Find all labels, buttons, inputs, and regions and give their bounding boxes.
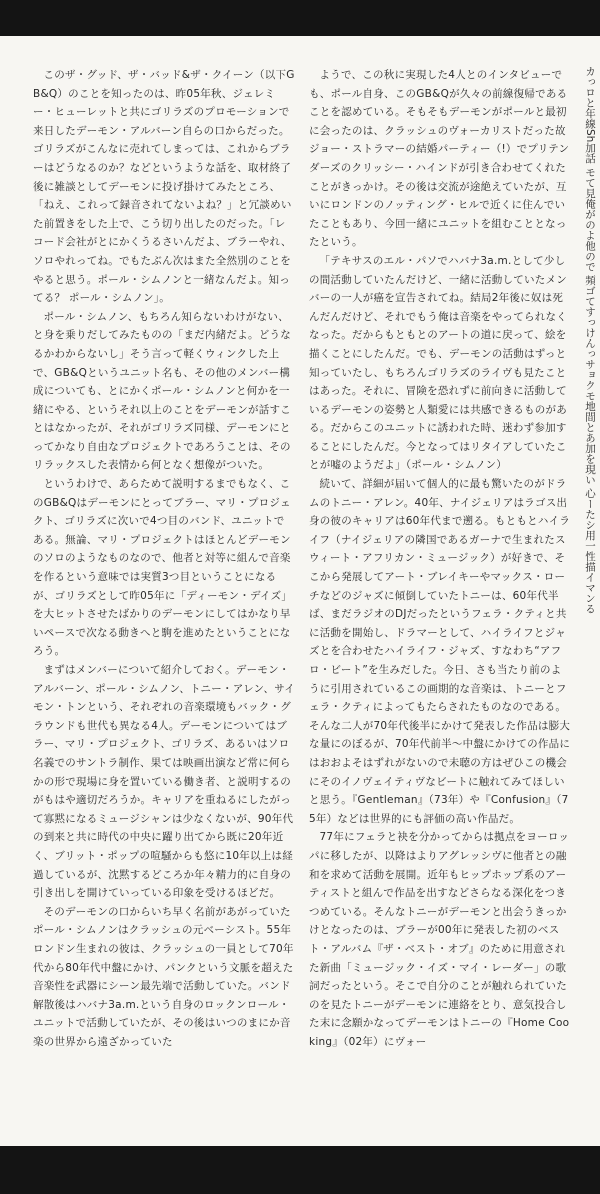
paragraph: このザ・グッド、ザ・バッド&ザ・クイーン（以下GB&Q）のことを知ったのは、昨05年秋、ジェレミー・ヒューレットと共にゴリラズのプロモーションで来日したデーモン・アルバーン自らの口からだった。ゴリラズがこんなに売れてしまっては、これからブラーはどうなるのか？などというような話を、取材終了後に雑談としてデーモンに投げ掛けてみたところ、「ねえ、これって録音されてないよね？」と冗談めいた前置きをした上で、こう切り出したのだった。「レコード会社がとにかくうるさいんだよ、ブラーやれ、ソロやれってね。でもたぶん次はまた全然別のことをやると思う。ポール・シムノンと一緒なんだよ。知ってる？ ポール・シムノン」。 xyxy=(33,69,295,305)
scan-border-top xyxy=(0,0,600,36)
paragraph: ポール・シムノン、もちろん知らないわけがない、と身を乗りだしてみたものの「まだ内緒だよ。どうなるかわからないし」そう言って軽くウィンクした上で、GB&Qというユニット名も、その他のメンバー構成についても、とにかくポール・シムノンと何かを一緒にやる、というそれ以上のことをデーモンが話すことはなかったが、それがゴリラズ同様、デーモンにとってかなり自由なプロジェクトであろうことは、そのリラックスした表情から何となく想像がついた。 xyxy=(33,310,291,472)
paragraph: 続いて、詳細が届いて個人的に最も驚いたのがドラムのトニー・アレン。40年、ナイジェリアはラゴス出身の彼のキャリアは60年代まで遡る。もともとハイライフ（ナイジェリアの隣国であるガーナで生まれたスウィート・アフリカン・ミュージック）が好きで、そこから発展してアート・ブレイキーやマックス・ローチなどのジャズに傾倒していたトニーは、60年代半ば、まだラジオのDJだったというフェラ・クティと共に活動を開始し、ドラマーとして、ハイライフとジャズとを合わせたハイライフ・ジャズ、すなわち“アフロ・ビート”を生みだした。今日、さも当たり前のように引用されているこの画期的な音楽は、トニーとフェラ・クティによってもたらされたものなのである。そんな二人が70年代後半にかけて発表した作品は膨大な量にのぼるが、70年代前半〜中盤にかけての作品にはおおよそはずれがないので未聴の方はぜひこの機会にそのイノヴェイティヴなビートに触れてみてほしいと思う。『Gentleman』（73年）や『Confusion』（75年）などは世界的にも評価の高い作品だ。 xyxy=(309,478,571,825)
paragraph: 「テキサスのエル・パソでハバナ3a.m.として少しの間活動していたんだけど、一緒に活動していたメンバーの一人が癌を宣告されてね。結局2年後に奴は死んだんだけど、それでもう俺は音楽をやってられなくなった。だからもともとのアートの道に戻って、絵を描くことにしたんだ。でも、デーモンの活動はずっと知っていたし、もちろんゴリラズのライヴも見たことはあった。それに、冒険を恐れずに前向きに活動しているデーモンの姿勢と人類愛には共感できるものがある。だからこのユニットに誘われた時、迷わず参加することにしたんだ。今となってはリタイアしていたことが嘘のようだよ」（ポール・シムノン） xyxy=(309,254,567,472)
paragraph: まずはメンバーについて紹介しておく。デーモン・アルバーン、ポール・シムノン、トニー・アレン、サイモン・トンという、それぞれの音楽環境もバック・グラウンドも世代も異なる4人。デーモンについてはブラー、マリ・プロジェクト、ゴリラズ、あるいはソロ名義でのサントラ制作、果ては映画出演など常に何らかの形で現場に身を置いている働き者、と説明するのがもはや適切だろうか。キャリアを重ねるにしたがって寡黙になるミュージシャンは少なくないが、90年代の到来と共に時代の中央に躍り出てから既に20年近く、ブリット・ポップの喧騒からも悠に10年以上は経過しているが、沈黙するどころか年々精力的に自身の引き出しを開けていっている印象を受けるほどだ。 xyxy=(33,664,295,900)
paragraph: というわけで、あらためて説明するまでもなく、このGB&Qはデーモンにとってブラー、マリ・プロジェクト、ゴリラズに次いで4つ目のバンド、ユニットである。無論、マリ・プロジェクトはほとんどデーモンのソロのようなものなので、他者と対等に組んで音楽を作るという意味では実質3つ目ということになるが、ゴリラズとして昨05年に「ディーモン・デイズ」を大ヒットさせたばかりのデーモンにしてはかなり早いペースで次なる動きへと駒を進めたということになろう。 xyxy=(33,478,293,658)
paragraph: ようで、この秋に実現した4人とのインタビューでも、ポール自身、このGB&Qが久々の前線復帰であることを認めている。そもそもデーモンがポールと最初に会ったのは、クラッシュのヴォーカリストだった故ジョー・ストラマーの結婚パーティー（!）でプリテンダーズのクリッシー・ハインドが引き合わせてくれたことがきっかけ。その後は交流が途絶えていたが、互いにロンドンのノッティング・ヒルで近くに住んでいたこともあり、今回一緒にユニットを組むこととなったという。 xyxy=(309,69,570,249)
cut-off-right-column xyxy=(581,66,599,1136)
paragraph: 77年にフェラと袂を分かってからは拠点をヨーロッパに移したが、以降はよりアグレッシヴに他者との融和を求めて活動を展開。近年もヒップホップ系のアーティストと組んで作品を出すなどさらなる深化をつきつめている。そんなトニーがデーモンと出会うきっかけとなったのは、ブラーが00年に発表した初のベスト・アルバム『ザ・ベスト・オブ』のために用意された新曲「ミュージック・イズ・マイ・レーダー」の歌詞だったという。そこで自分のことが触れられていたのを見たトニーがデーモンに連絡をとり、意気投合した末に念願かなってデーモンはトニーの『Home Cooking』（02年）にヴォー xyxy=(309,831,570,1048)
article-column-middle xyxy=(309,66,572,1051)
article-column-left xyxy=(33,66,295,1051)
paragraph: そのデーモンの口からいち早く名前があがっていたポール・シムノンはクラッシュの元ベーシスト。55年ロンドン生まれの彼は、クラッシュの一員として70年代から80年代中盤にかけ、パンクという文脈を超えた音楽性を武器にシーン最先端で活動していた。バンド解散後はハバナ3a.m.という自身のロックンロール・ユニットで活動していたが、その後はいつのまにか音楽の世界から遠ざかっていた xyxy=(33,905,294,1048)
edge-fragment: カっロと年線Sh加話 xyxy=(584,66,596,164)
scan-border-bottom xyxy=(0,1146,600,1194)
edge-fragment: 心ーたシ用一性描イマンる xyxy=(584,488,596,615)
edge-fragment: 頻ゴてすっけんっサョクモ地間とあ加を現い xyxy=(584,275,596,486)
edge-fragment: モて見俺がのよ他ので xyxy=(584,166,596,272)
